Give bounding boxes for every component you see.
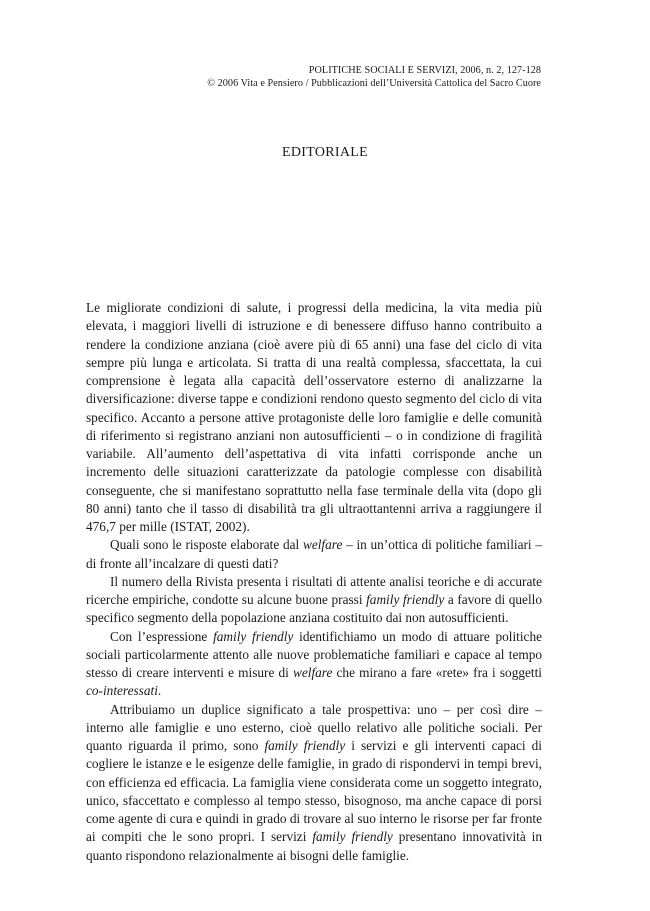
- italic-term: family friendly: [312, 829, 393, 845]
- text-run: Le migliorate condizioni di salute, i progressi della medicina, la vita media più elevata, i maggiori livelli di istruzione e di benessere diffuso hanno contribuito a rendere la condizione anziana (cioè avere più di 65 anni) una fase del ciclo di vita sempre più lunga e articolata. Si tratta di una realtà complessa, sfaccettata, la cui comprensione è legata alla capacità dell’osservatore esterno di analizzarne la diversificazione: diverse tappe e condizioni rendono questo segmento del ciclo di vita specifico. Accanto a persone attive protagoniste delle loro famiglie e delle comunità di riferimento si registrano anziani non autosufficienti – o in condizione di fragilità variabile. All’aumento dell’aspettativa di vita infatti corrisponde anche un incremento delle situazioni caratterizzate da patologie complesse con disabilità conseguente, che si manifestano soprattutto nella fase terminale della vita (dopo gli 80 anni) tanto che il tasso di disabilità tra gli ultraottantenni arriva a raggiungere il 476,7 per mille (ISTAT, 2002).: [86, 300, 543, 534]
- text-run: .: [157, 683, 162, 699]
- text-run: i servizi e gli interventi capaci di cogliere le istanze e le esigenze delle famiglie, in grado di rispondervi in tempi brevi, con efficienza ed efficacia. La famiglia viene considerata come un soggetto integrato, unico, sfaccettato e complesso al tempo stesso, bisognoso, ma anche capace di porsi come agente di cura e quindi in grado di trovare al suo interno le risorse per far fronte ai compiti che le sono propri. I servizi: [86, 738, 542, 845]
- paragraph: [86, 573, 542, 628]
- paragraph: [86, 701, 542, 865]
- italic-term: family friendly: [366, 592, 445, 607]
- italic-term: welfare: [302, 537, 343, 553]
- text-run: Il numero della Rivista presenta i risultati di attente analisi teoriche e di accurate ricerche empiriche, condotte su alcune buone prassi: [86, 573, 542, 607]
- text-run: identifichiamo un modo di attuare politiche sociali particolarmente attento alle nuove problematiche familiari e capace al tempo stesso di creare interventi e misure di: [86, 628, 542, 680]
- text-run: che mirano a fare «rete» fra i soggetti: [332, 665, 542, 680]
- text-run: – in un’ottica di politiche familiari – di fronte all’incalzare di questi dati?: [86, 537, 542, 571]
- running-header: [207, 64, 541, 90]
- journal-citation: POLITICHE SOCIALI E SERVIZI, 2006, n. 2, 127-128: [308, 65, 541, 76]
- italic-term: welfare: [292, 665, 333, 680]
- text-run: a favore di quello specifico segmento della popolazione anziana costituito dai non autosufficienti.: [86, 592, 542, 626]
- text-run: Con l’espressione: [110, 628, 214, 644]
- paragraph: [86, 628, 542, 701]
- page-title: EDITORIALE: [282, 145, 368, 160]
- copyright-notice: © 2006 Vita e Pensiero / Pubblicazioni dell’Università Cattolica del Sacro Cuore: [207, 78, 541, 89]
- paragraph: [86, 536, 542, 573]
- italic-term: co-interessati: [86, 683, 158, 699]
- text-run: Quali sono le risposte elaborate dal: [110, 537, 303, 553]
- text-run: Attribuiamo un duplice significato a tale prospettiva: uno – per così dire – interno alle famiglie e uno esterno, cioè quello relativo alle politiche sociali. Per quanto riguarda il primo, sono: [86, 701, 542, 753]
- italic-term: family friendly: [264, 738, 346, 753]
- italic-term: family friendly: [213, 628, 294, 644]
- paragraph: [86, 299, 542, 536]
- text-run: presentano innovatività in quanto rispondono relazionalmente ai bisogni delle famiglie.: [86, 829, 542, 863]
- editorial-body: [86, 299, 542, 865]
